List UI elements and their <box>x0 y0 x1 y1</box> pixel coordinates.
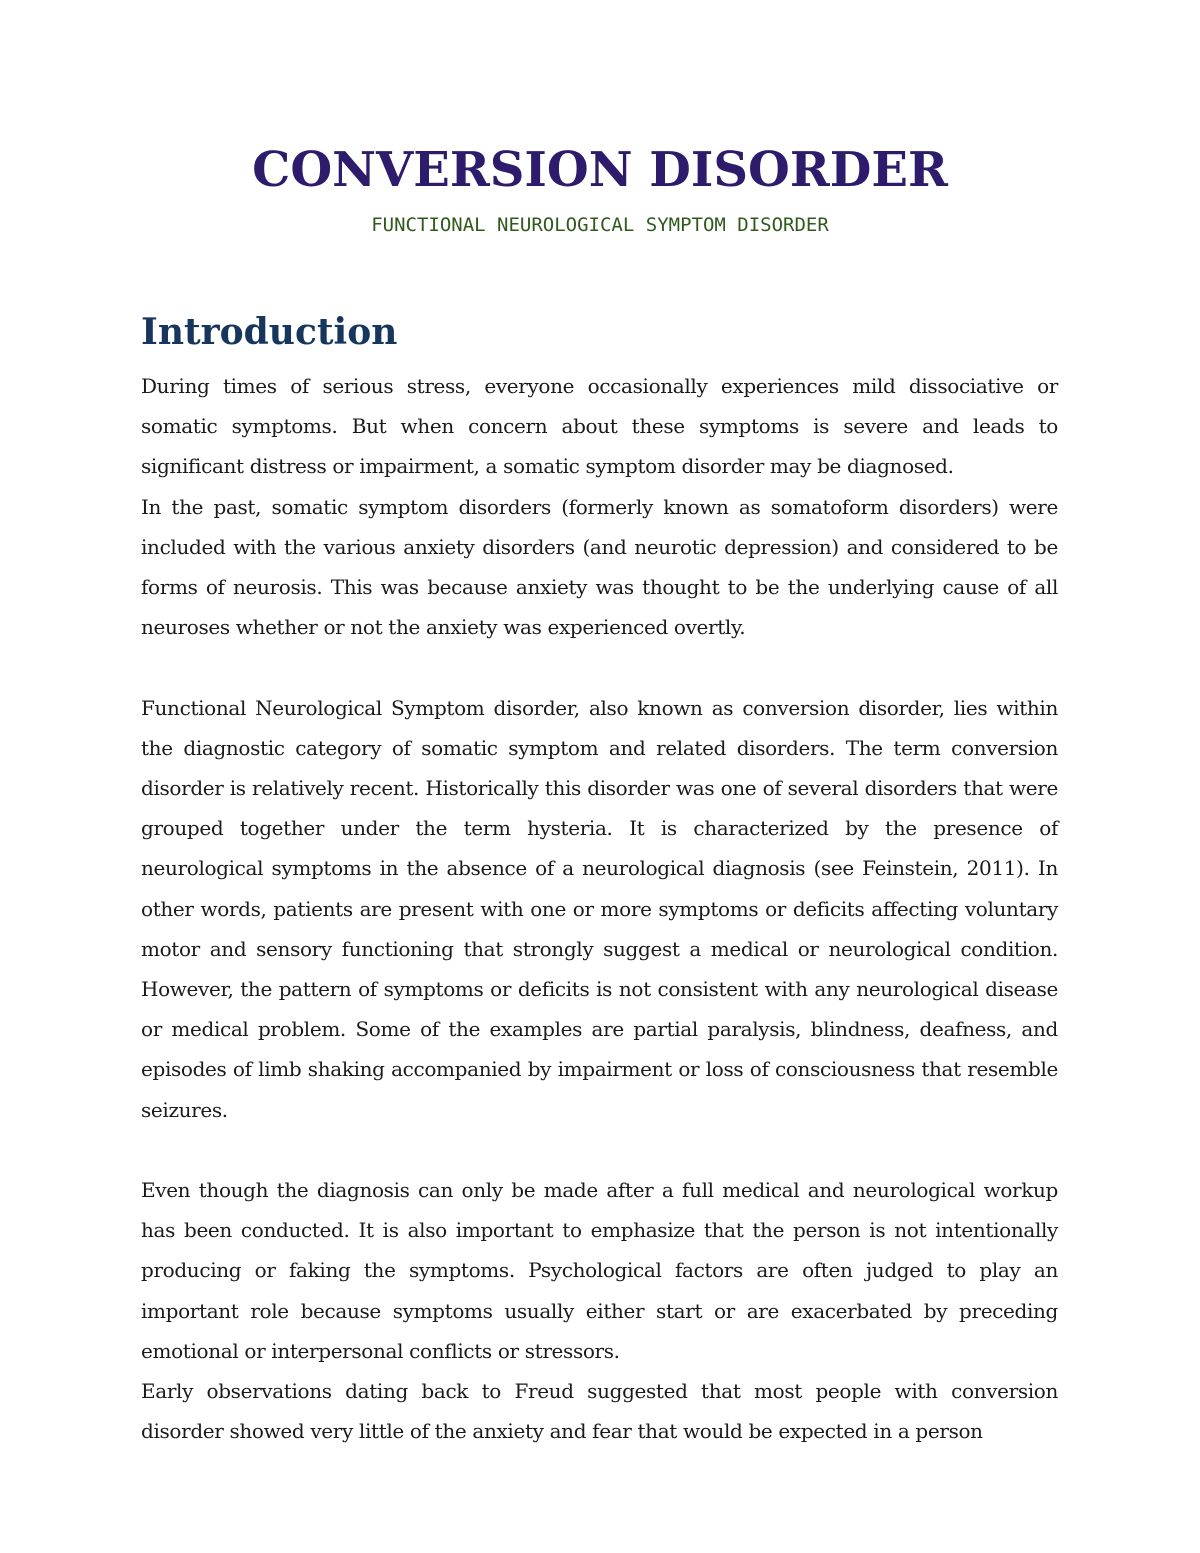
paragraph: Functional Neurological Symptom disorder, also known as conversion disorder, lies within the diagnostic category of somatic symptom and related disorders. The term conversion disorder is relatively recent. Historically this disorder was one of several disorders that were grouped together under the term hysteria. It is characterized by the presence of neurological symptoms in the absence of a neurological diagnosis (see Feinstein, 2011). In other words, patients are present with one or more symptoms or deficits affecting voluntary motor and sensory functioning that strongly suggest a medical or neurological condition. However, the pattern of symptoms or deficits is not consistent with any neurological disease or medical problem. Some of the examples are partial paralysis, blindness, deafness, and episodes of limb shaking accompanied by impairment or loss of consciousness that resemble seizures. <box>141 695 1058 1122</box>
paragraph: Early observations dating back to Freud suggested that most people with conversion disorder showed very little of the anxiety and fear that would be expected in a person <box>141 1379 1058 1444</box>
paragraph: Even though the diagnosis can only be made after a full medical and neurological workup has been conducted. It is also important to emphasize that the person is not intentionally producing or faking the symptoms. Psychological factors are often judged to play an important role because symptoms usually either start or are exacerbated by preceding emotional or interpersonal conflicts or stressors. <box>141 1178 1058 1363</box>
paragraph-spacer <box>141 1130 1058 1170</box>
paragraph-spacer <box>141 647 1058 687</box>
document-body <box>141 366 1058 1451</box>
paragraph: During times of serious stress, everyone occasionally experiences mild dissociative or somatic symptoms. But when concern about these symptoms is severe and leads to significant distress or impairment, a somatic symptom disorder may be diagnosed. <box>141 374 1058 479</box>
document-title: CONVERSION DISORDER <box>252 142 948 198</box>
section-heading-introduction: Introduction <box>141 311 398 353</box>
document-subtitle: FUNCTIONAL NEUROLOGICAL SYMPTOM DISORDER <box>371 214 829 236</box>
paragraph: In the past, somatic symptom disorders (formerly known as somatoform disorders) were included with the various anxiety disorders (and neurotic depression) and considered to be forms of neurosis. This was because anxiety was thought to be the underlying cause of all neuroses whether or not the anxiety was experienced overtly. <box>141 494 1058 640</box>
